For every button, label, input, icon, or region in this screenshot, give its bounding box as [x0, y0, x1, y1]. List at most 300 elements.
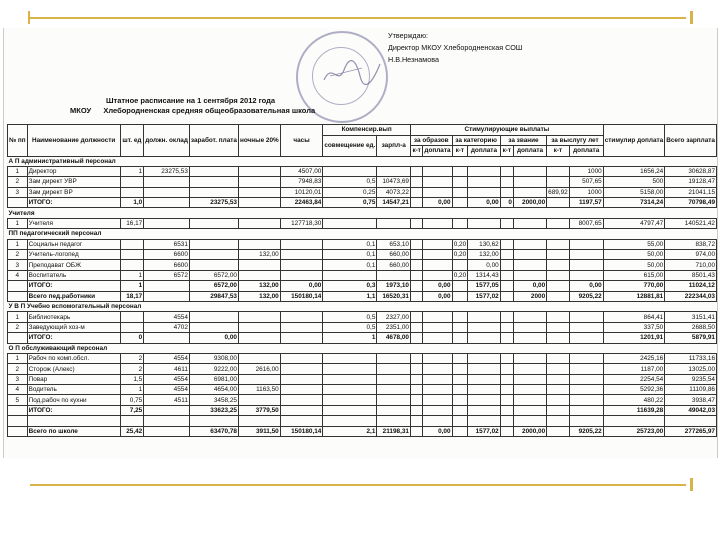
approval-block — [388, 30, 522, 66]
header-total: Всего зарплата — [665, 125, 717, 157]
table-row — [8, 250, 717, 260]
cell-c-units: 1 — [323, 333, 377, 343]
cell-night — [238, 270, 280, 280]
cell-a-k — [410, 198, 422, 208]
cell-c-wage: 1973,10 — [377, 281, 411, 291]
cell-hours — [280, 395, 323, 405]
cell-c-wage: 660,00 — [377, 260, 411, 270]
header-comp-wage: зарпл-а — [377, 135, 411, 156]
cell-stim: 864,41 — [603, 312, 665, 322]
cell-c-wage: 2327,00 — [377, 312, 411, 322]
cell-b-k — [452, 198, 468, 208]
cell-c-pay — [513, 416, 546, 426]
cell-total: 974,00 — [665, 250, 717, 260]
cell-hours — [280, 374, 323, 384]
cell-a-pay — [423, 177, 452, 187]
cell-no: 1 — [8, 218, 28, 228]
cell-b-pay — [468, 166, 501, 176]
cell-salary: 6600 — [144, 260, 190, 270]
cell-c-pay: 2000 — [513, 291, 546, 301]
cell-hours — [280, 333, 323, 343]
section-title: А П административный персонал — [8, 156, 717, 166]
cell-d-pay — [569, 270, 603, 280]
cell-b-k — [452, 416, 468, 426]
cell-units: 1 — [120, 270, 144, 280]
cell-c-pay — [513, 374, 546, 384]
table-row — [8, 270, 717, 280]
cell-a-k — [410, 395, 422, 405]
cell-c-wage: 10473,69 — [377, 177, 411, 187]
cell-wage: 23275,53 — [189, 198, 238, 208]
cell-d-pay: 0,00 — [569, 281, 603, 291]
cell-night — [238, 177, 280, 187]
cell-wage: 6981,00 — [189, 374, 238, 384]
cell-b-pay — [468, 416, 501, 426]
cell-c-units: 0,25 — [323, 187, 377, 197]
cell-c-k — [500, 270, 513, 280]
cell-b-pay — [468, 353, 501, 363]
school-abbr: МКОУ — [70, 106, 92, 115]
cell-salary — [144, 426, 190, 436]
table-row — [8, 218, 717, 228]
cell-night: 3779,50 — [238, 405, 280, 415]
cell-stim: 5158,00 — [603, 187, 665, 197]
cell-c-wage — [377, 374, 411, 384]
cell-c-k — [500, 364, 513, 374]
section-title: Учителя — [8, 208, 717, 218]
total-row — [8, 405, 717, 415]
cell-a-k — [410, 364, 422, 374]
cell-a-k — [410, 374, 422, 384]
cell-night — [238, 395, 280, 405]
table-row — [8, 353, 717, 363]
cell-c-wage — [377, 416, 411, 426]
cell-wage — [189, 416, 238, 426]
cell-no: 1 — [8, 239, 28, 249]
cell-name: Социальн педагог — [27, 239, 120, 249]
table-row — [8, 364, 717, 374]
cell-night — [238, 239, 280, 249]
cell-c-wage — [377, 385, 411, 395]
cell-no — [8, 416, 28, 426]
cell-c-units: 0,75 — [323, 198, 377, 208]
cell-c-units: 2,1 — [323, 426, 377, 436]
cell-wage — [189, 187, 238, 197]
table-row — [8, 177, 717, 187]
cell-d-k — [547, 364, 570, 374]
cell-no — [8, 333, 28, 343]
cell-name — [27, 416, 120, 426]
cell-units: 0 — [120, 333, 144, 343]
cell-night — [238, 374, 280, 384]
cell-name: Сторож (Алекс) — [27, 364, 120, 374]
cell-name: Преподават ОБЖ — [27, 260, 120, 270]
cell-salary: 4554 — [144, 385, 190, 395]
cell-total: 8501,43 — [665, 270, 717, 280]
cell-c-k — [500, 239, 513, 249]
header-units: шт. ед — [120, 125, 144, 157]
cell-d-k — [547, 281, 570, 291]
cell-hours — [280, 260, 323, 270]
cell-c-wage: 14547,21 — [377, 198, 411, 208]
total-row — [8, 426, 717, 436]
signature-icon — [322, 58, 382, 88]
cell-d-pay: 1000 — [569, 166, 603, 176]
cell-night — [238, 333, 280, 343]
cell-no: 1 — [8, 166, 28, 176]
cell-hours — [280, 353, 323, 363]
cell-a-k — [410, 281, 422, 291]
cell-stim: 11639,28 — [603, 405, 665, 415]
cell-a-pay — [423, 270, 452, 280]
header-k: к-т — [452, 146, 468, 157]
cell-units — [120, 177, 144, 187]
cell-salary — [144, 291, 190, 301]
cell-a-pay: 0,00 — [423, 281, 452, 291]
section-title: У В П Учебно вспомогательный персонал — [8, 301, 717, 311]
cell-stim: 7314,24 — [603, 198, 665, 208]
cell-total: 11024,12 — [665, 281, 717, 291]
cell-c-units: 0,1 — [323, 239, 377, 249]
cell-a-pay: 0,00 — [423, 198, 452, 208]
cell-c-units: 0,5 — [323, 312, 377, 322]
cell-wage — [189, 218, 238, 228]
cell-salary — [144, 198, 190, 208]
cell-name: ИТОГО: — [27, 405, 120, 415]
cell-d-pay — [569, 239, 603, 249]
cell-a-pay: 0,00 — [423, 291, 452, 301]
cell-no — [8, 405, 28, 415]
cell-c-units — [323, 385, 377, 395]
cell-c-pay — [513, 364, 546, 374]
cell-total: 838,72 — [665, 239, 717, 249]
cell-c-units: 0,3 — [323, 281, 377, 291]
cell-c-k: 0 — [500, 198, 513, 208]
cell-night: 132,00 — [238, 291, 280, 301]
cell-night: 3911,50 — [238, 426, 280, 436]
cell-salary: 4554 — [144, 312, 190, 322]
cell-a-k — [410, 239, 422, 249]
table-row — [8, 416, 717, 426]
cell-name: Водитель — [27, 385, 120, 395]
cell-b-pay: 1577,02 — [468, 291, 501, 301]
cell-no — [8, 281, 28, 291]
cell-total: 19128,47 — [665, 177, 717, 187]
cell-c-units — [323, 353, 377, 363]
cell-d-k — [547, 333, 570, 343]
cell-d-pay — [569, 385, 603, 395]
cell-b-pay — [468, 177, 501, 187]
cell-a-pay — [423, 250, 452, 260]
cell-salary — [144, 187, 190, 197]
cell-d-k — [547, 395, 570, 405]
cell-d-pay — [569, 374, 603, 384]
cell-a-k — [410, 353, 422, 363]
cell-c-wage — [377, 166, 411, 176]
cell-d-k — [547, 239, 570, 249]
cell-no — [8, 198, 28, 208]
cell-b-k — [452, 322, 468, 332]
cell-units — [120, 322, 144, 332]
header-comp-units: совмещение ед. — [323, 135, 377, 156]
section-row — [8, 301, 717, 311]
cell-d-k — [547, 426, 570, 436]
cell-night — [238, 312, 280, 322]
cell-b-k: 0,20 — [453, 251, 467, 259]
cell-b-k — [452, 166, 468, 176]
cell-wage: 3458,25 — [189, 395, 238, 405]
cell-d-pay — [569, 353, 603, 363]
cell-wage: 0,00 — [189, 333, 238, 343]
cell-name: Директор — [27, 166, 120, 176]
cell-b-k — [452, 374, 468, 384]
cell-wage — [189, 177, 238, 187]
cell-d-k — [547, 353, 570, 363]
cell-c-k — [500, 177, 513, 187]
cell-c-wage — [377, 405, 411, 415]
cell-no: 4 — [8, 270, 28, 280]
cell-name: Учителя — [27, 218, 120, 228]
cell-hours: 10120,01 — [280, 187, 323, 197]
approval-heading: Утверждаю: — [388, 31, 428, 40]
cell-c-pay — [513, 239, 546, 249]
cell-c-pay: 0,00 — [513, 281, 546, 291]
cell-d-pay — [569, 312, 603, 322]
cell-c-units — [323, 270, 377, 280]
cell-total: 21041,15 — [665, 187, 717, 197]
cell-d-k — [547, 312, 570, 322]
approval-name: Н.В.Незнамова — [388, 55, 439, 64]
cell-stim: 2425,16 — [603, 353, 665, 363]
cell-a-k — [410, 260, 422, 270]
cell-c-units: 0,5 — [323, 177, 377, 187]
cell-hours: 7948,83 — [280, 177, 323, 187]
cell-total: 140521,42 — [665, 218, 717, 228]
cell-a-k — [410, 166, 422, 176]
cell-a-k — [410, 322, 422, 332]
cell-wage: 9222,00 — [189, 364, 238, 374]
cell-d-pay: 9205,22 — [569, 291, 603, 301]
cell-d-k — [547, 177, 570, 187]
cell-hours: 22463,84 — [280, 198, 323, 208]
cell-a-pay — [423, 166, 452, 176]
scanned-document — [3, 28, 718, 458]
cell-no: 4 — [8, 385, 28, 395]
cell-d-k — [547, 218, 570, 228]
cell-hours: 4507,00 — [280, 166, 323, 176]
cell-c-k — [500, 166, 513, 176]
cell-name: ИТОГО: — [27, 198, 120, 208]
cell-hours — [280, 405, 323, 415]
cell-stim: 1656,24 — [603, 166, 665, 176]
cell-c-k — [500, 312, 513, 322]
cell-d-pay: 8007,65 — [569, 218, 603, 228]
cell-d-k — [547, 291, 570, 301]
cell-salary — [144, 416, 190, 426]
cell-b-k — [452, 385, 468, 395]
cell-c-pay — [513, 250, 546, 260]
cell-units: 7,25 — [120, 405, 144, 415]
cell-d-pay: 1197,57 — [569, 198, 603, 208]
cell-salary: 6600 — [144, 250, 190, 260]
total-row — [8, 333, 717, 343]
cell-no — [8, 426, 28, 436]
cell-total: 5879,91 — [665, 333, 717, 343]
cell-b-k — [452, 405, 468, 415]
cell-stim: 50,00 — [603, 250, 665, 260]
cell-b-pay — [468, 405, 501, 415]
cell-c-pay — [513, 395, 546, 405]
cell-c-pay — [513, 260, 546, 270]
cell-night: 132,00 — [238, 281, 280, 291]
cell-b-k — [452, 364, 468, 374]
cell-salary: 4611 — [144, 364, 190, 374]
cell-wage: 9308,00 — [189, 353, 238, 363]
header-stim-b: за категорию — [452, 135, 500, 146]
cell-total: 3938,47 — [665, 395, 717, 405]
cell-hours: 150180,14 — [280, 426, 323, 436]
cell-wage: 33623,25 — [189, 405, 238, 415]
cell-units — [120, 416, 144, 426]
cell-c-wage: 653,10 — [377, 239, 411, 249]
cell-units: 2 — [120, 353, 144, 363]
cell-units — [120, 250, 144, 260]
cell-salary — [144, 333, 190, 343]
cell-stim: 55,00 — [603, 239, 665, 249]
cell-total: 30628,87 — [665, 166, 717, 176]
cell-d-pay — [569, 395, 603, 405]
cell-a-pay — [423, 333, 452, 343]
cell-night: 1163,50 — [238, 385, 280, 395]
cell-name: Воспитатель — [27, 270, 120, 280]
cell-wage: 63470,78 — [189, 426, 238, 436]
cell-total: 222344,03 — [665, 291, 717, 301]
cell-a-k — [410, 187, 422, 197]
cell-no: 2 — [8, 322, 28, 332]
cell-stim: 500 — [603, 177, 665, 187]
cell-a-pay — [423, 385, 452, 395]
cell-name: Заведующий хоз-м — [27, 322, 120, 332]
header-stim-c: за звание — [500, 135, 546, 146]
cell-a-pay — [423, 416, 452, 426]
cell-c-wage — [377, 218, 411, 228]
school-name: Хлебородненская средняя общеобразовательная школа — [103, 106, 316, 115]
cell-no: 2 — [8, 364, 28, 374]
cell-c-k — [500, 187, 513, 197]
cell-c-k — [500, 374, 513, 384]
cell-b-pay: 130,62 — [468, 239, 501, 249]
cell-wage: 4654,00 — [189, 385, 238, 395]
cell-c-k — [500, 405, 513, 415]
header-k: к-т — [547, 146, 570, 157]
header-pay: доплата — [424, 147, 451, 154]
cell-wage — [189, 166, 238, 176]
cell-c-wage — [377, 270, 411, 280]
cell-hours — [280, 385, 323, 395]
cell-night — [238, 198, 280, 208]
cell-b-k — [452, 426, 468, 436]
cell-a-k — [410, 177, 422, 187]
cell-d-pay — [569, 364, 603, 374]
cell-total: 49042,03 — [665, 405, 717, 415]
cell-a-pay — [423, 353, 452, 363]
cell-a-k — [410, 250, 422, 260]
staff-schedule-table — [7, 124, 717, 437]
cell-b-k: 0,20 — [453, 271, 467, 279]
cell-c-k — [500, 385, 513, 395]
cell-a-pay: 0,00 — [423, 426, 452, 436]
cell-units: 1,0 — [120, 198, 144, 208]
cell-b-k: 0,20 — [453, 240, 467, 248]
cell-d-pay: 507,65 — [569, 177, 603, 187]
cell-units: 1 — [120, 166, 144, 176]
cell-a-k — [410, 426, 422, 436]
cell-c-wage: 660,00 — [377, 250, 411, 260]
cell-no: 3 — [8, 260, 28, 270]
cell-salary: 4702 — [144, 322, 190, 332]
cell-total: 11109,86 — [665, 385, 717, 395]
cell-wage — [189, 322, 238, 332]
cell-d-k — [547, 385, 570, 395]
section-row — [8, 343, 717, 353]
cell-c-k — [500, 353, 513, 363]
cell-hours — [280, 239, 323, 249]
section-row — [8, 208, 717, 218]
cell-night: 2616,00 — [238, 364, 280, 374]
cell-d-pay — [569, 405, 603, 415]
cell-b-k — [452, 260, 468, 270]
cell-wage — [189, 250, 238, 260]
cell-a-k — [410, 416, 422, 426]
header-no: № пп — [8, 125, 28, 157]
cell-d-pay — [569, 416, 603, 426]
cell-a-k — [410, 291, 422, 301]
cell-name: Под.рабоч по кухни — [27, 395, 120, 405]
cell-hours — [280, 312, 323, 322]
cell-stim: 1201,91 — [603, 333, 665, 343]
cell-d-pay — [569, 322, 603, 332]
cell-d-pay: 1000 — [569, 187, 603, 197]
cell-salary: 4554 — [144, 374, 190, 384]
cell-night — [238, 416, 280, 426]
cell-name: Зам директ УВР — [27, 177, 120, 187]
cell-no: 1 — [8, 312, 28, 322]
cell-c-k — [500, 291, 513, 301]
cell-no: 5 — [8, 395, 28, 405]
cell-a-pay — [423, 239, 452, 249]
cell-salary — [144, 177, 190, 187]
cell-c-pay — [513, 405, 546, 415]
cell-c-units — [323, 364, 377, 374]
cell-name: Всего пед.работники — [27, 291, 120, 301]
header-stim-d: за выслугу лет — [547, 135, 604, 146]
cell-a-pay — [423, 364, 452, 374]
cell-stim: 480,22 — [603, 395, 665, 405]
cell-a-k — [410, 405, 422, 415]
cell-d-pay — [569, 333, 603, 343]
cell-stim: 770,00 — [603, 281, 665, 291]
cell-c-units: 1,1 — [323, 291, 377, 301]
cell-c-k — [500, 426, 513, 436]
cell-d-k — [547, 416, 570, 426]
cell-b-pay: 0,00 — [468, 260, 501, 270]
cell-a-pay — [423, 405, 452, 415]
cell-hours: 150180,14 — [280, 291, 323, 301]
cell-night — [238, 353, 280, 363]
cell-a-k — [410, 333, 422, 343]
cell-units: 2 — [120, 364, 144, 374]
cell-d-k — [547, 322, 570, 332]
